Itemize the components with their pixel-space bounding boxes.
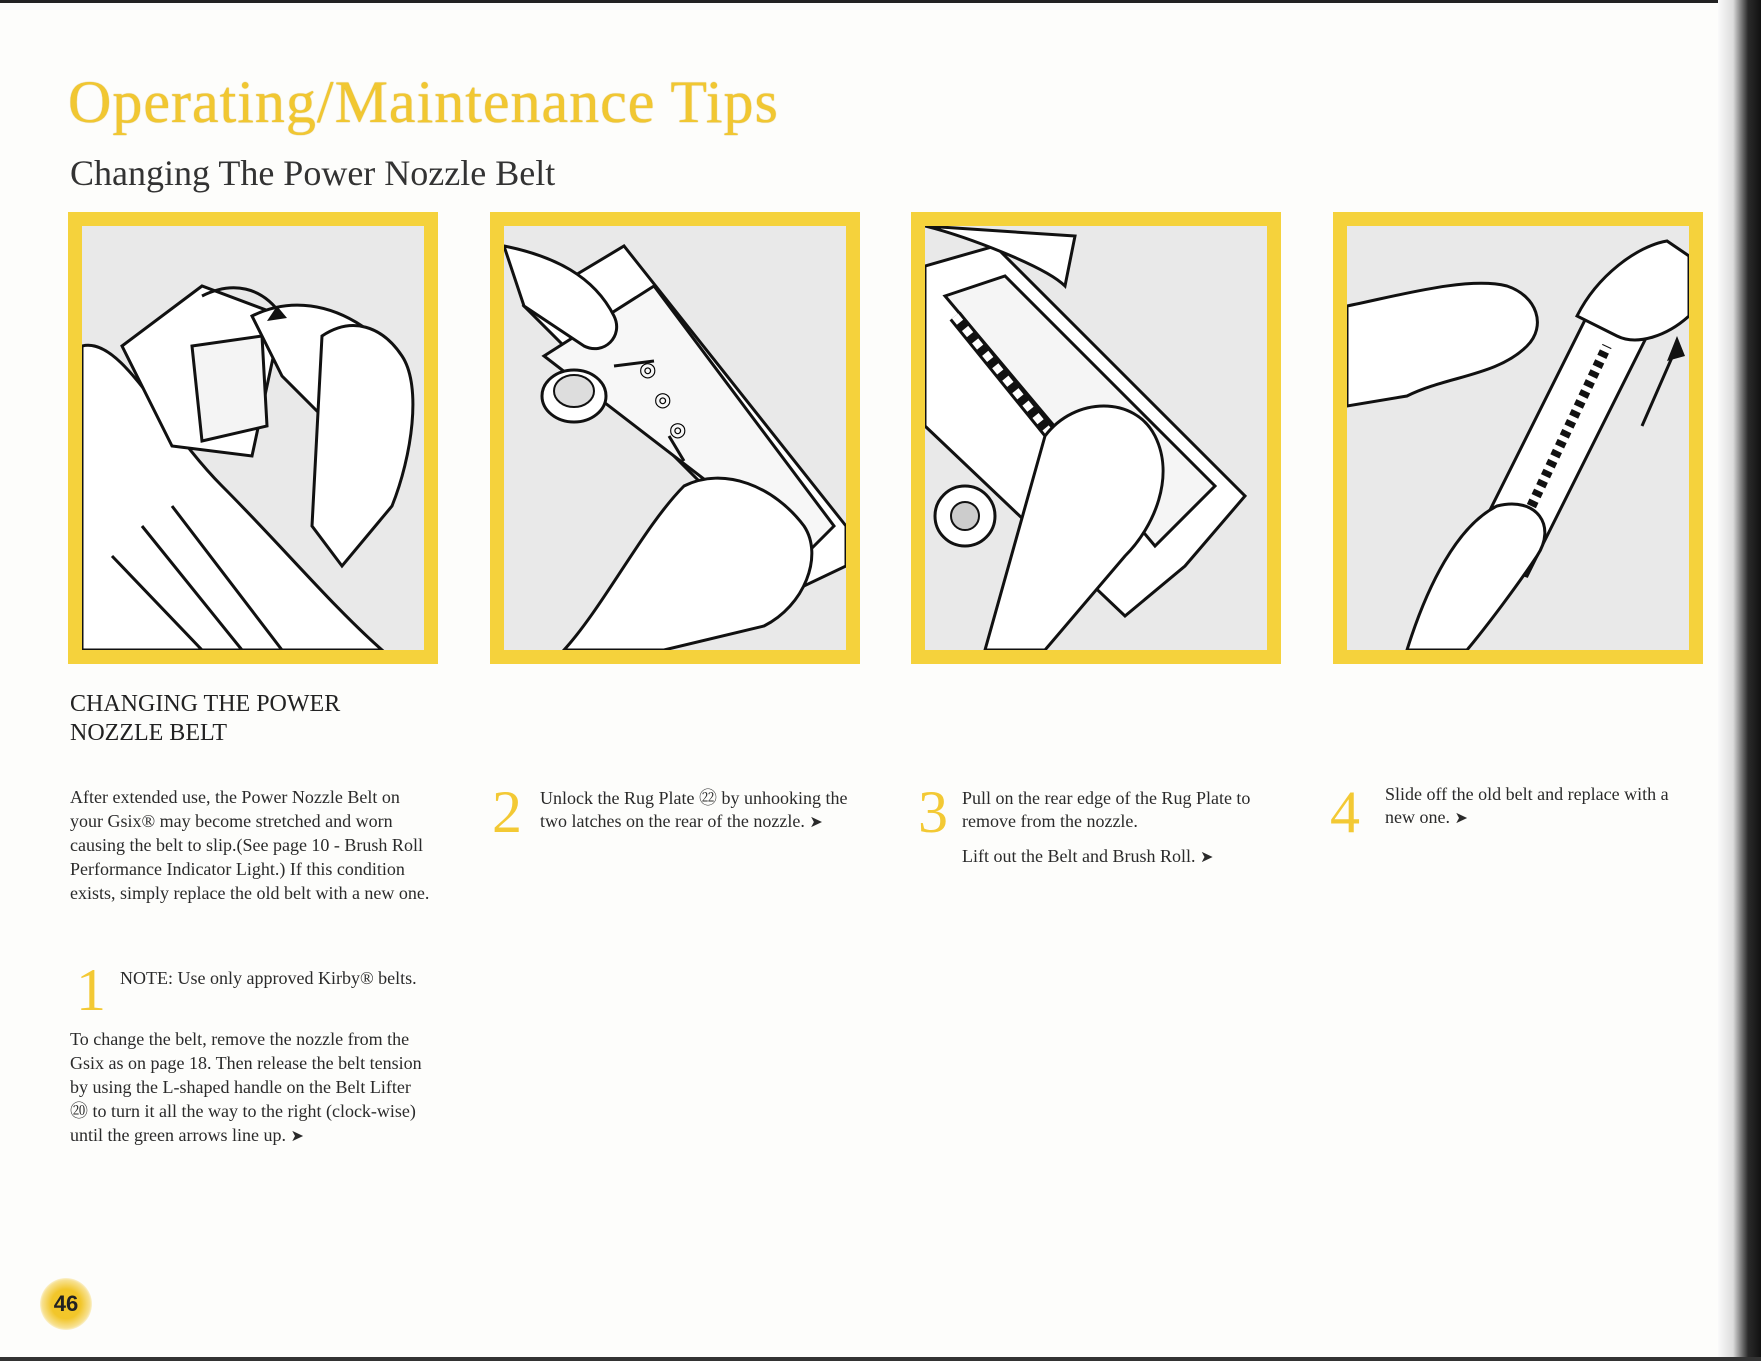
illustration-panel-step-3 bbox=[911, 212, 1281, 664]
illustration-panel-step-2 bbox=[490, 212, 860, 664]
continue-arrow-icon: ➤ bbox=[290, 1128, 304, 1145]
section-heading bbox=[70, 690, 450, 748]
intro-paragraph: After extended use, the Power Nozzle Belt on your Gsix® may become stretched and worn causing the belt to slip.(See page 10 - Brush Roll Performance Indicator Light.) If this condition exists, simply replace the old belt with a new one. bbox=[70, 787, 430, 903]
book-spine-edge bbox=[1718, 0, 1761, 1361]
page-number: 46 bbox=[40, 1278, 92, 1330]
continue-arrow-icon: ➤ bbox=[809, 814, 823, 831]
step-1-note: NOTE: Use only approved Kirby® belts. bbox=[120, 968, 417, 988]
belt-lifter-illustration bbox=[82, 226, 424, 650]
step-4-text bbox=[1385, 783, 1695, 830]
brush-roll-removal-illustration bbox=[925, 226, 1267, 650]
continue-arrow-icon: ➤ bbox=[1454, 810, 1468, 827]
step-1-text-start: To change the belt, remove the nozzle from the Gsix as on page 18. Then release the belt tension by using the L-shaped handle on the Belt Lifter bbox=[70, 1029, 422, 1097]
bottom-border bbox=[0, 1357, 1761, 1361]
step-2-number: 2 bbox=[492, 779, 522, 845]
step-4-text-body: Slide off the old belt and replace with a new one. bbox=[1385, 784, 1669, 827]
top-border bbox=[0, 0, 1761, 3]
step-1-paragraph bbox=[70, 1027, 430, 1149]
step-2-text bbox=[540, 787, 870, 834]
step-4-number: 4 bbox=[1330, 779, 1360, 845]
belt-lifter-reference: ⑳ bbox=[70, 1101, 88, 1121]
rug-plate-reference: ㉒ bbox=[698, 788, 717, 808]
belt-replacement-illustration bbox=[1347, 226, 1689, 650]
step-3-number: 3 bbox=[918, 779, 948, 845]
step-2-text-end: by unhooking the two latches on the rear of the nozzle. bbox=[540, 788, 848, 831]
section-heading-line-1: CHANGING THE POWER bbox=[70, 691, 341, 717]
step-1-text-end: to turn it all the way to the right (clock-wise) until the green arrows line up. bbox=[70, 1101, 416, 1145]
illustration-panel-step-1 bbox=[68, 212, 438, 664]
page-subtitle: Changing The Power Nozzle Belt bbox=[70, 153, 556, 193]
illustration-panel-step-4 bbox=[1333, 212, 1703, 664]
svg-text:◎: ◎ bbox=[669, 417, 687, 441]
page-title: Operating/Maintenance Tips bbox=[68, 69, 779, 135]
step-3-line-2 bbox=[962, 845, 1282, 869]
step-3-text bbox=[962, 787, 1282, 869]
section-heading-line-2: NOZZLE BELT bbox=[70, 720, 228, 746]
continue-arrow-icon: ➤ bbox=[1199, 849, 1214, 866]
rug-plate-latch-illustration bbox=[504, 226, 846, 650]
step-3-line-1: Pull on the rear edge of the Rug Plate to remove from the nozzle. bbox=[962, 788, 1251, 831]
svg-text:◎: ◎ bbox=[654, 387, 672, 411]
step-3-text-2: Lift out the Belt and Brush Roll. bbox=[962, 846, 1196, 866]
step-2-text-start: Unlock the Rug Plate bbox=[540, 788, 699, 808]
svg-text:◎: ◎ bbox=[639, 357, 657, 381]
step-1-number: 1 bbox=[76, 957, 106, 1023]
